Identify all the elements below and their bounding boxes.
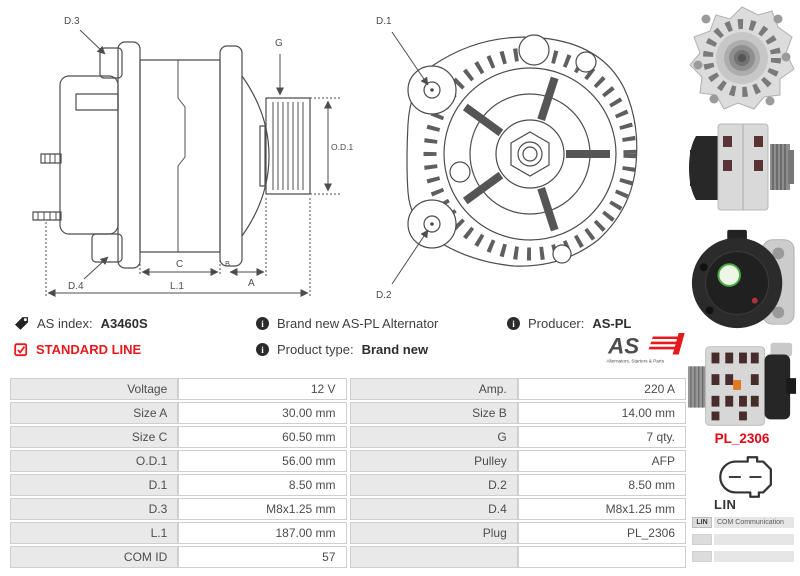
spec-label: Size A bbox=[10, 402, 178, 424]
plug-pin-label: LIN bbox=[714, 497, 737, 512]
spec-value: M8x1.25 mm bbox=[178, 498, 346, 520]
spec-value: 187.00 mm bbox=[178, 522, 346, 544]
spec-label: Size C bbox=[10, 426, 178, 448]
plug-connector-diagram bbox=[710, 452, 782, 502]
dim-label-d1: D.1 bbox=[376, 16, 392, 27]
spec-label: Size B bbox=[350, 402, 518, 424]
as-index-row bbox=[14, 316, 148, 331]
spec-value: M8x1.25 mm bbox=[518, 498, 686, 520]
logo-subtext: Alternators, Starters & Parts bbox=[606, 358, 665, 364]
com-row bbox=[692, 551, 794, 562]
side-view-diagram bbox=[8, 8, 356, 304]
product-type-label: Product type: bbox=[277, 342, 354, 357]
spec-label: G bbox=[350, 426, 518, 448]
dim-label-d3: D.3 bbox=[64, 16, 80, 27]
info-icon: i bbox=[256, 343, 269, 356]
spec-value: PL_2306 bbox=[518, 522, 686, 544]
dim-label-c: C bbox=[176, 259, 184, 270]
checkbox-icon bbox=[14, 343, 28, 357]
dim-label-d2: D.2 bbox=[376, 290, 392, 301]
spec-value: 30.00 mm bbox=[178, 402, 346, 424]
spec-value: 60.50 mm bbox=[178, 426, 346, 448]
spec-table bbox=[10, 378, 686, 568]
front-view-diagram bbox=[362, 4, 678, 306]
com-pin: LIN bbox=[692, 517, 712, 528]
dim-label-a: A bbox=[248, 278, 255, 289]
spec-label bbox=[350, 546, 518, 568]
spec-label: D.3 bbox=[10, 498, 178, 520]
brand-row bbox=[256, 316, 438, 331]
alternator-side-right-photo[interactable] bbox=[686, 116, 798, 218]
spec-table-left bbox=[10, 378, 347, 568]
producer-row bbox=[507, 316, 631, 331]
info-icon: i bbox=[256, 317, 269, 330]
spec-value bbox=[518, 546, 686, 568]
brand-text: Brand new AS-PL Alternator bbox=[277, 316, 439, 331]
spec-value: 7 qty. bbox=[518, 426, 686, 448]
dim-label-g: G bbox=[275, 38, 283, 49]
spec-label: D.2 bbox=[350, 474, 518, 496]
as-index-label: AS index: bbox=[37, 316, 93, 331]
spec-table-right bbox=[350, 378, 687, 568]
com-row bbox=[692, 534, 794, 545]
spec-label: Amp. bbox=[350, 378, 518, 400]
as-pl-logo bbox=[603, 330, 689, 367]
plug-name: PL_2306 bbox=[714, 431, 770, 446]
com-table bbox=[692, 517, 794, 568]
spec-label: Voltage bbox=[10, 378, 178, 400]
spec-value: 8.50 mm bbox=[178, 474, 346, 496]
dim-label-b: B bbox=[225, 259, 231, 268]
alternator-rear-photo[interactable] bbox=[686, 222, 798, 336]
spec-value: AFP bbox=[518, 450, 686, 472]
dim-label-od1: O.D.1 bbox=[331, 142, 354, 152]
spec-label: Pulley bbox=[350, 450, 518, 472]
dim-label-d4: D.4 bbox=[68, 281, 84, 292]
spec-value: 56.00 mm bbox=[178, 450, 346, 472]
spec-value: 8.50 mm bbox=[518, 474, 686, 496]
producer-label: Producer: bbox=[528, 316, 585, 331]
spec-value: 220 A bbox=[518, 378, 686, 400]
spec-label: O.D.1 bbox=[10, 450, 178, 472]
spec-label: D.4 bbox=[350, 498, 518, 520]
com-desc: COM Communication bbox=[714, 517, 794, 528]
product-type-value: Brand new bbox=[361, 342, 429, 357]
com-pin bbox=[692, 551, 712, 562]
tag-icon bbox=[14, 316, 29, 331]
alternator-side-left-photo[interactable] bbox=[686, 338, 798, 432]
dim-label-l1: L.1 bbox=[170, 281, 184, 292]
com-desc bbox=[714, 534, 794, 545]
spec-value: 14.00 mm bbox=[518, 402, 686, 424]
as-index-value: A3460S bbox=[100, 316, 148, 331]
producer-value: AS-PL bbox=[592, 316, 632, 331]
spec-value: 12 V bbox=[178, 378, 346, 400]
com-row bbox=[692, 517, 794, 528]
alternator-front-photo[interactable] bbox=[686, 2, 798, 114]
standard-line-label: STANDARD LINE bbox=[36, 342, 142, 357]
logo-text: AS bbox=[608, 333, 640, 359]
spec-label: L.1 bbox=[10, 522, 178, 544]
spec-label: COM ID bbox=[10, 546, 178, 568]
spec-label: Plug bbox=[350, 522, 518, 544]
spec-value: 57 bbox=[178, 546, 346, 568]
info-icon: i bbox=[507, 317, 520, 330]
standard-line-row bbox=[14, 342, 141, 357]
com-desc bbox=[714, 551, 794, 562]
spec-label: D.1 bbox=[10, 474, 178, 496]
com-pin bbox=[692, 534, 712, 545]
product-type-row bbox=[256, 342, 428, 357]
